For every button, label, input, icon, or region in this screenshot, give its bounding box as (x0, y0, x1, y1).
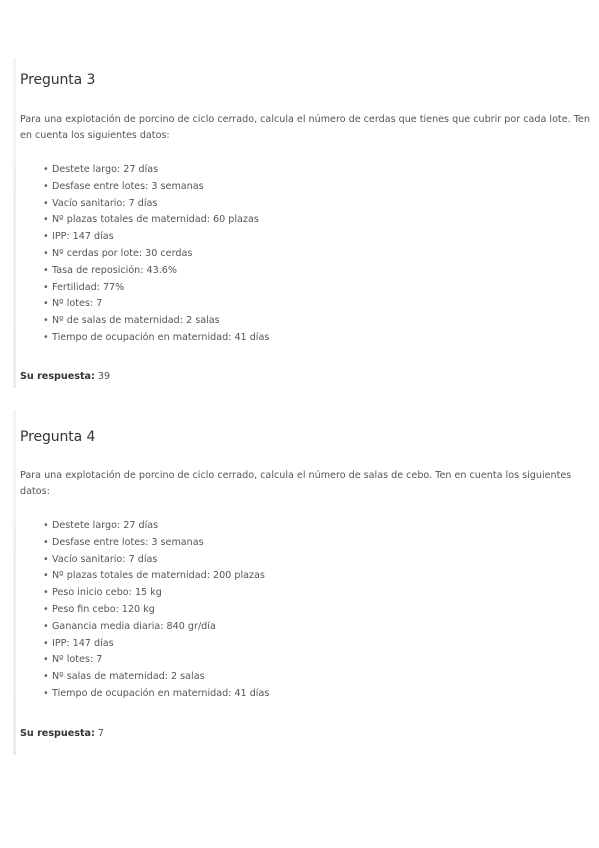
list-item: • Ganancia media diaria: 840 gr/día (43, 619, 269, 636)
answer-label: Su respuesta: (20, 371, 95, 382)
list-item: • Nº cerdas por lote: 30 cerdas (43, 246, 269, 263)
bullet-icon: • (43, 671, 49, 683)
bullet-icon: • (43, 281, 49, 293)
bullet-icon: • (43, 180, 49, 192)
list-item: • Desfase entre lotes: 3 semanas (43, 179, 269, 196)
answer-line (20, 371, 110, 382)
bullet-icon: • (43, 603, 49, 615)
list-item: • Tiempo de ocupación en maternidad: 41 días (43, 686, 269, 703)
list-item: • Nº plazas totales de maternidad: 60 plazas (43, 212, 269, 229)
question-prompt: Para una explotación de porcino de ciclo cerrado, calcula el número de salas de cebo. Ten en cuenta los siguientes datos: (20, 470, 572, 497)
bullet-icon: • (43, 570, 49, 582)
answer-line (20, 728, 104, 739)
bullet-icon: • (43, 247, 49, 259)
list-item: • Fertilidad: 77% (43, 280, 269, 297)
list-item: • Peso inicio cebo: 15 kg (43, 585, 269, 602)
list-item: • Tasa de reposición: 43.6% (43, 263, 269, 280)
answer-value: 7 (97, 728, 105, 739)
bullet-icon: • (43, 164, 49, 175)
list-item: • Vacío sanitario: 7 días (43, 196, 269, 213)
bullet-icon: • (43, 620, 49, 632)
list-item: • Nº lotes: 7 (43, 652, 269, 669)
list-item: • Vacío sanitario: 7 días (43, 552, 269, 569)
list-item: • Peso fin cebo: 120 kg (43, 602, 269, 619)
data-list (43, 518, 269, 703)
bullet-icon: • (43, 331, 49, 343)
bullet-icon: • (43, 214, 49, 226)
bullet-icon: • (43, 553, 49, 565)
list-item: • Nº de salas de maternidad: 2 salas (43, 313, 269, 330)
bullet-icon: • (43, 637, 49, 649)
list-item: • Nº plazas totales de maternidad: 200 plazas (43, 568, 269, 585)
question-title: Pregunta 4 (20, 429, 96, 445)
data-list (43, 162, 269, 347)
list-item: • IPP: 147 días (43, 636, 269, 653)
bullet-icon: • (43, 654, 49, 666)
bullet-icon: • (43, 197, 49, 209)
answer-value: 39 (97, 371, 111, 382)
question-panel-4 (13, 410, 595, 755)
bullet-icon: • (43, 231, 49, 243)
bullet-icon: • (43, 298, 49, 310)
bullet-icon: • (43, 687, 49, 699)
bullet-icon: • (43, 587, 49, 599)
bullet-icon: • (43, 264, 49, 276)
bullet-icon: • (43, 520, 49, 531)
list-item: • Desfase entre lotes: 3 semanas (43, 535, 269, 552)
list-item: • IPP: 147 días (43, 229, 269, 246)
list-item: • Nº salas de maternidad: 2 salas (43, 669, 269, 686)
bullet-icon: • (43, 536, 49, 548)
bullet-icon: • (43, 315, 49, 327)
answer-label: Su respuesta: (20, 728, 95, 739)
question-panel-3 (13, 58, 595, 388)
question-prompt: Para una explotación de porcino de ciclo cerrado, calcula el número de cerdas que tienes que cubrir por cada lote. Ten en cuenta los siguientes datos: (20, 114, 590, 141)
list-item: • Destete largo: 27 días (43, 162, 269, 179)
list-item: • Destete largo: 27 días (43, 518, 269, 535)
question-title: Pregunta 3 (20, 72, 96, 88)
list-item: • Tiempo de ocupación en maternidad: 41 días (43, 330, 269, 347)
list-item: • Nº lotes: 7 (43, 296, 269, 313)
